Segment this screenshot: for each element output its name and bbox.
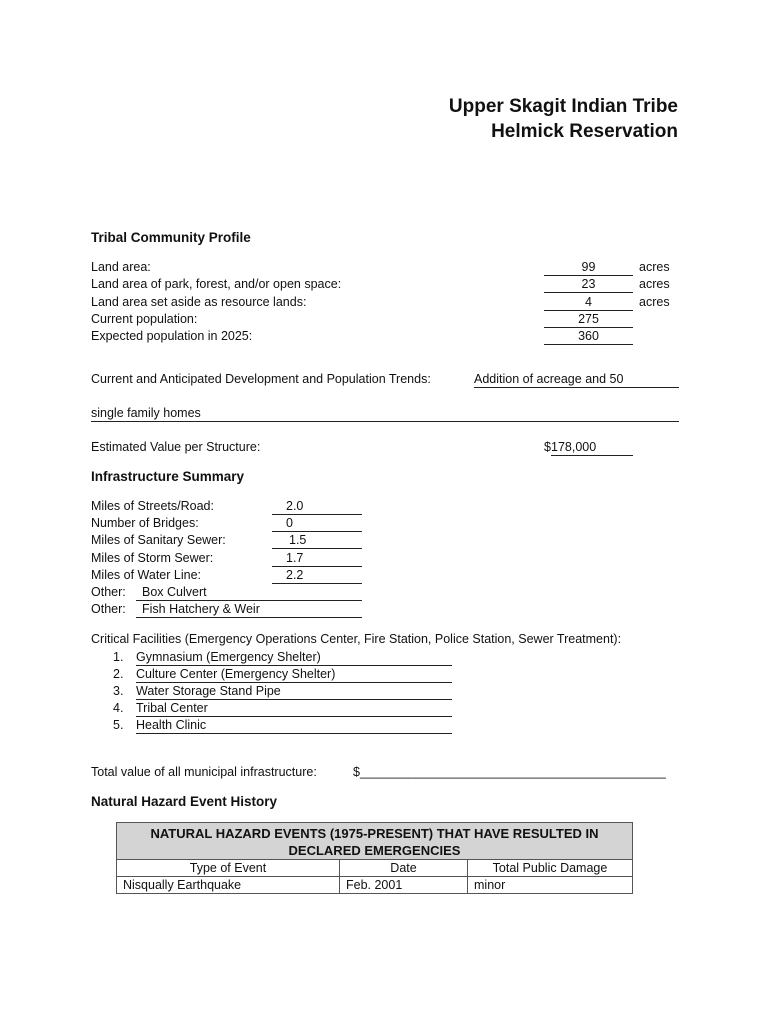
profile-label: Expected population in 2025:: [91, 329, 253, 343]
critical-facility-name: Water Storage Stand Pipe: [136, 684, 281, 698]
infrastructure-label: Number of Bridges:: [91, 516, 199, 530]
infrastructure-value: 1.7: [286, 551, 304, 565]
profile-value: 99: [581, 260, 596, 274]
profile-label: Land area of park, forest, and/or open space:: [91, 277, 342, 291]
structure-label: Estimated Value per Structure:: [91, 440, 261, 454]
trends-value-line-1-field: [474, 372, 679, 388]
infrastructure-label: Miles of Sanitary Sewer:: [91, 533, 226, 547]
infrastructure-label: Miles of Storm Sewer:: [91, 551, 214, 565]
infrastructure-value: 2.2: [286, 568, 304, 582]
critical-number: 5.: [113, 718, 124, 732]
trends-value-line-1: Addition of acreage and 50: [474, 372, 624, 386]
total-infrastructure-value: $____________________________________________: [353, 765, 666, 779]
other-label: Other:: [91, 602, 126, 616]
other-value: Fish Hatchery & Weir: [142, 602, 260, 616]
critical-facility-name: Gymnasium (Emergency Shelter): [136, 650, 321, 664]
hazard-heading: Natural Hazard Event History: [91, 794, 278, 809]
infrastructure-value-field: [272, 550, 362, 567]
profile-value-field: [544, 276, 633, 293]
critical-facility: [136, 700, 452, 717]
profile-value: 275: [578, 312, 599, 326]
infrastructure-value-field: [272, 567, 362, 584]
title-line-1: Upper Skagit Indian Tribe: [448, 96, 678, 117]
structure-prefix: $: [544, 440, 551, 454]
date-cell: Feb. 2001: [340, 877, 468, 894]
column-header-date: Date: [340, 860, 468, 877]
critical-facility: [136, 666, 452, 683]
critical-number: 4.: [113, 701, 124, 715]
profile-label: Land area:: [91, 260, 151, 274]
profile-unit: acres: [639, 260, 670, 274]
profile-label: Land area set aside as resource lands:: [91, 295, 307, 309]
infrastructure-value: 2.0: [286, 499, 304, 513]
infrastructure-value: 1.5: [289, 533, 307, 547]
profile-unit: acres: [639, 277, 670, 291]
profile-value: 4: [585, 295, 592, 309]
hazard-table-title: NATURAL HAZARD EVENTS (1975-PRESENT) THAT HAVE RESULTED IN DECLARED EMERGENCIES: [117, 823, 633, 860]
profile-heading: Tribal Community Profile: [91, 230, 251, 245]
critical-facility-name: Culture Center (Emergency Shelter): [136, 667, 336, 681]
critical-number: 2.: [113, 667, 124, 681]
profile-value-field: [544, 294, 633, 311]
title-line-2: Helmick Reservation: [491, 121, 678, 142]
total-infrastructure-label: Total value of all municipal infrastructure:: [91, 765, 317, 779]
trends-label: Current and Anticipated Development and Population Trends:: [91, 372, 431, 386]
trends-value-line-2: single family homes: [91, 406, 201, 420]
structure-value: 178,000: [551, 440, 597, 454]
infrastructure-heading: Infrastructure Summary: [91, 469, 245, 484]
critical-facilities-label: Critical Facilities (Emergency Operations Center, Fire Station, Police Station, Sewer Treatment):: [91, 632, 622, 646]
infrastructure-label: Miles of Streets/Road:: [91, 499, 214, 513]
other-value-field: [136, 601, 362, 618]
hazard-table: [116, 822, 633, 894]
profile-value-field: [544, 328, 633, 345]
other-value-field: [136, 584, 362, 601]
critical-facility-name: Tribal Center: [136, 701, 208, 715]
infrastructure-value-field: [272, 532, 362, 549]
profile-label: Current population:: [91, 312, 198, 326]
column-header-damage: Total Public Damage: [468, 860, 633, 877]
event-cell: Nisqually Earthquake: [117, 877, 340, 894]
infrastructure-label: Miles of Water Line:: [91, 568, 201, 582]
critical-number: 3.: [113, 684, 124, 698]
trends-value-line-2-field: [91, 406, 679, 422]
column-header-event: Type of Event: [117, 860, 340, 877]
critical-facility-name: Health Clinic: [136, 718, 207, 732]
infrastructure-value: 0: [286, 516, 293, 530]
critical-facility: [136, 683, 452, 700]
infrastructure-value-field: [272, 498, 362, 515]
profile-value-field: [544, 259, 633, 276]
other-label: Other:: [91, 585, 126, 599]
infrastructure-value-field: [272, 515, 362, 532]
profile-value: 23: [581, 277, 596, 291]
other-value: Box Culvert: [142, 585, 207, 599]
profile-value-field: [544, 311, 633, 328]
profile-unit: acres: [639, 295, 670, 309]
critical-number: 1.: [113, 650, 124, 664]
table-row: [117, 877, 633, 894]
critical-facility: [136, 717, 452, 734]
profile-value: 360: [578, 329, 599, 343]
critical-facility: [136, 649, 452, 666]
damage-cell: minor: [468, 877, 633, 894]
structure-value-field: [551, 440, 633, 456]
